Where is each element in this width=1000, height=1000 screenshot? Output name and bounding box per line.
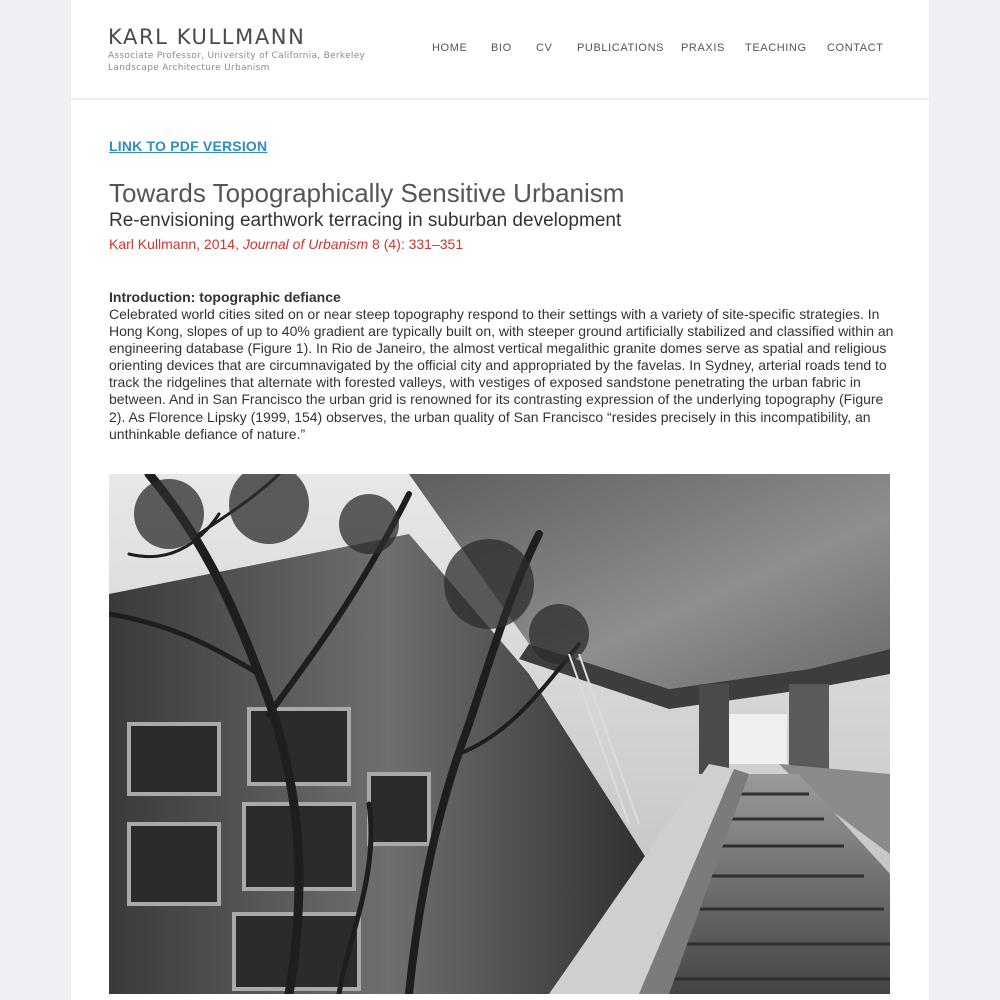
intro-paragraph: Celebrated world cities sited on or near steep topography respond to their settings with a variety of site-specific strategies. In Hong Kong, slopes of up to 40% gradient are typically built on, with steeper ground artificially stabilized and classified within an engineering database (Figure 1). In Rio de Janeiro, the almost vertical megalithic granite domes serve as spatial and religious orienting devices that are circumnavigated by the official city and appropriated by the favelas. In Sydney, arterial roads tend to track the ridgelines that alternate with forested valleys, with vestiges of exposed sandstone penetrating the urban fabric in between. And in San Francisco the urban grid is renowned for its contrasting expression of the underlying topography (Figure 2). As Florence Lipsky (1999, 154) observes, the urban quality of San Francisco “resides precisely in this incompatibility, an unthinkable defiance of nature.”: [109, 306, 894, 442]
nav-publications[interactable]: PUBLICATIONS: [577, 42, 665, 54]
nav-home[interactable]: HOME: [432, 42, 468, 54]
nav-bio[interactable]: BIO: [491, 42, 512, 54]
page-container: [71, 0, 929, 1000]
site-title[interactable]: KARL KULLMANN: [108, 25, 306, 49]
figure-1-photo: [109, 474, 890, 994]
photo-walkway-under-overpass: [109, 474, 890, 994]
pdf-version-link[interactable]: LINK TO PDF VERSION: [109, 138, 268, 154]
nav-contact[interactable]: CONTACT: [827, 42, 884, 54]
site-tagline-fields: Landscape Architecture Urbanism: [108, 63, 270, 73]
citation-volume: 8 (4): 331–351: [368, 236, 464, 252]
nav-praxis[interactable]: PRAXIS: [681, 42, 725, 54]
main-navigation: [71, 40, 929, 56]
article-title: Towards Topographically Sensitive Urbanism: [109, 178, 625, 208]
citation-author-year: Karl Kullmann, 2014,: [109, 236, 243, 252]
section-heading: Introduction: topographic defiance: [109, 289, 341, 305]
site-header: [71, 0, 929, 100]
site-tagline-affiliation: Associate Professor, University of California, Berkeley: [108, 51, 366, 61]
article-citation: [109, 234, 463, 254]
nav-teaching[interactable]: TEACHING: [745, 42, 807, 54]
nav-cv[interactable]: CV: [536, 42, 553, 54]
article-subtitle: Re-envisioning earthwork terracing in suburban development: [109, 210, 622, 231]
citation-journal: Journal of Urbanism: [242, 236, 369, 252]
